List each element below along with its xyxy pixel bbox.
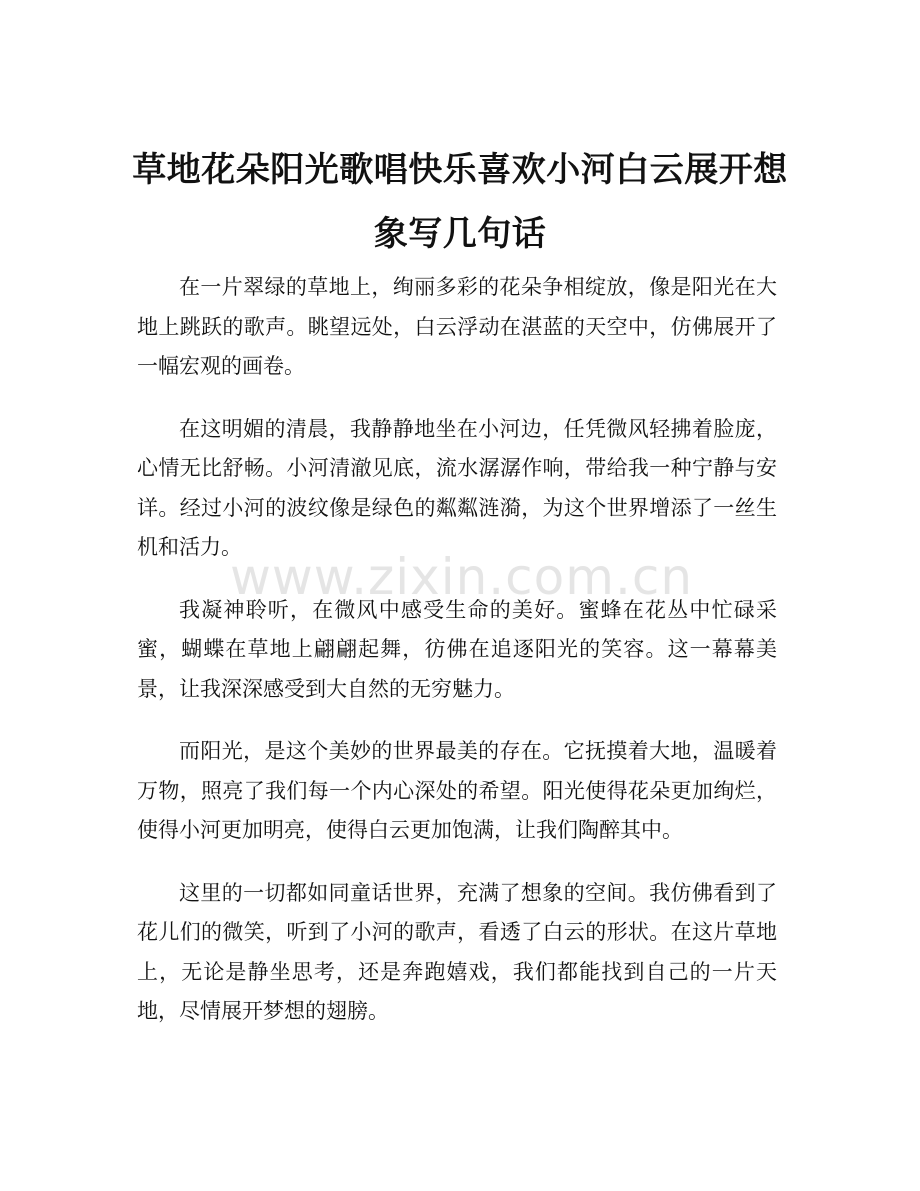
- paragraph-1: 在一片翠绿的草地上，绚丽多彩的花朵争相绽放，像是阳光在大地上跳跃的歌声。眺望远处，白云浮动在湛蓝的天空中，仿佛展开了一幅宏观的画卷。: [137, 275, 777, 378]
- paragraph-5: 这里的一切都如同童话世界，充满了想象的空间。我仿佛看到了花儿们的微笑，听到了小河的歌声，看透了白云的形状。在这片草地上，无论是静坐思考，还是奔跑嬉戏，我们都能找到自己的一片天地，尽情展开梦想的翅膀。: [137, 880, 777, 1023]
- paragraph-3: 我凝神聆听，在微风中感受生命的美好。蜜蜂在花丛中忙碌采蜜，蝴蝶在草地上翩翩起舞，彷佛在追逐阳光的笑容。这一幕幕美景，让我深深感受到大自然的无穷魅力。: [137, 597, 777, 701]
- paragraph-4: 而阳光，是这个美妙的世界最美的存在。它抚摸着大地，温暖着万物，照亮了我们每一个内心深处的希望。阳光使得花朵更加绚烂，使得小河更加明亮，使得白云更加饱满，让我们陶醉其中。: [137, 739, 777, 842]
- paragraph-2: 在这明媚的清晨，我静静地坐在小河边，任凭微风轻拂着脸庞，心情无比舒畅。小河清澈见底，流水潺潺作响，带给我一种宁静与安详。经过小河的波纹像是绿色的粼粼涟漪，为这个世界增添了一丝生机和活力。: [137, 416, 777, 559]
- watermark: www.zixin.com.cn: [230, 548, 694, 606]
- document-body: [137, 268, 777, 1055]
- page-title: 草地花朵阳光歌唱快乐喜欢小河白云展开想象写几句话: [132, 150, 788, 254]
